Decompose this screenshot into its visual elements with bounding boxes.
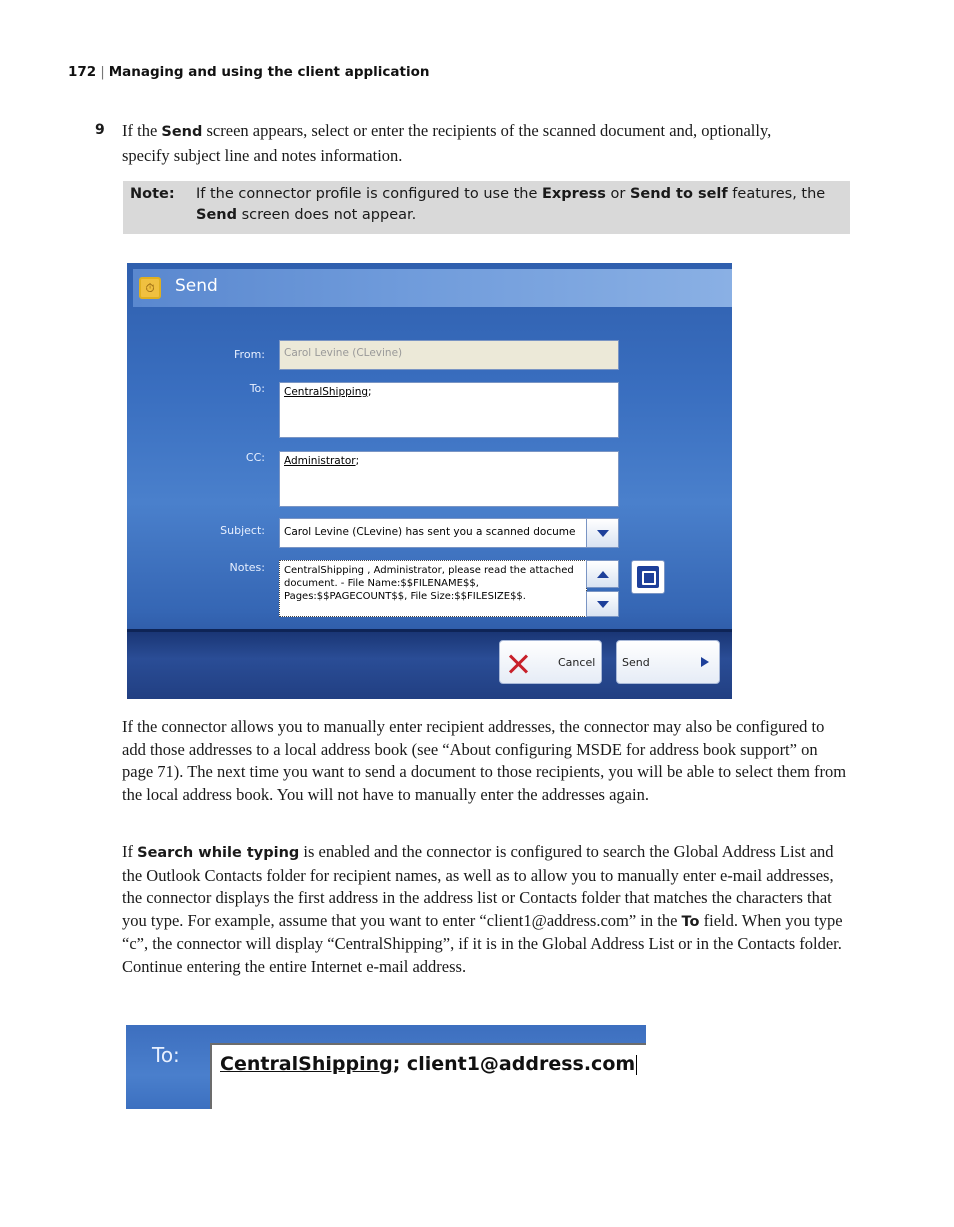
to-crop-label: To:	[152, 1043, 180, 1067]
note-box	[123, 181, 850, 234]
to-field-screenshot	[126, 1025, 646, 1109]
notes-scroll-down-button[interactable]	[586, 591, 619, 617]
cc-label: CC:	[245, 451, 265, 464]
notes-label: Notes:	[229, 561, 265, 574]
subject-dropdown-button[interactable]	[586, 518, 619, 548]
subject-label: Subject:	[220, 524, 265, 537]
send-arrow-icon	[701, 657, 709, 667]
to-crop-text: CentralShipping; client1@address.com	[220, 1053, 636, 1075]
cancel-label: Cancel	[558, 656, 596, 669]
text-caret	[636, 1055, 637, 1075]
header-separator: |	[100, 64, 105, 80]
dialog-titlebar	[133, 269, 732, 307]
subject-field[interactable]: Carol Levine (CLevine) has sent you a scanned docume	[279, 518, 587, 548]
send-app-icon: ⏱	[139, 277, 161, 299]
page-number: 172	[68, 64, 97, 80]
send-button[interactable]	[616, 640, 720, 684]
notes-field[interactable]: CentralShipping , Administrator, please read the attached document. - File Name:$$FILENAME$$, Pages:$$PAGECOUNT$$, File Size:$$FILESIZE$$.	[279, 560, 587, 617]
note-text: If the connector profile is configured to use the Express or Send to self features, the Send screen does not appear.	[196, 186, 826, 223]
cc-field[interactable]: Administrator;	[279, 451, 619, 507]
notes-expand-button[interactable]	[631, 560, 665, 594]
scroll-down-icon	[597, 601, 609, 608]
from-field: Carol Levine (CLevine)	[279, 340, 619, 370]
from-label: From:	[234, 348, 265, 361]
paragraph-search-while-typing: If Search while typing is enabled and the connector is configured to search the Global Address List and the Outlook Contacts folder for recipient names, as well as to allow you to manually enter e-mail addresses, the connector displays the first address in the address list or Contacts folder that matches the characters that you type. For example, assume that you want to enter “client1@address.com” in the To field. When you type “c”, the connector will display “CentralShipping”, if it is in the Global Address List or in the Contacts folder. Continue entering the entire Internet e-mail address.	[122, 842, 843, 976]
chapter-title: Managing and using the client application	[108, 64, 430, 80]
step-text: If the Send screen appears, select or enter the recipients of the scanned document and, optionally, specify subject line and notes information.	[122, 121, 772, 165]
cancel-x-icon	[508, 653, 528, 673]
expand-icon	[637, 566, 659, 588]
paragraph-address-book: If the connector allows you to manually enter recipient addresses, the connector may also be configured to add those addresses to a local address book (see “About configuring MSDE for address book support” on page 71). The next time you want to send a document to those recipients, you will be able to select them from the local address book. You will not have to manually enter the addresses again.	[122, 717, 847, 804]
step-number: 9	[95, 122, 105, 138]
send-dialog-screenshot	[127, 263, 732, 699]
to-crop-field[interactable]	[210, 1043, 646, 1109]
dropdown-arrow-icon	[597, 530, 609, 537]
page-header	[68, 64, 429, 80]
notes-scroll-up-button[interactable]	[586, 560, 619, 588]
send-label: Send	[622, 656, 650, 669]
to-field[interactable]: CentralShipping;	[279, 382, 619, 438]
scroll-up-icon	[597, 571, 609, 578]
to-label: To:	[249, 382, 265, 395]
cancel-button[interactable]	[499, 640, 602, 684]
dialog-title: Send	[175, 276, 218, 296]
note-label: Note:	[130, 186, 175, 202]
